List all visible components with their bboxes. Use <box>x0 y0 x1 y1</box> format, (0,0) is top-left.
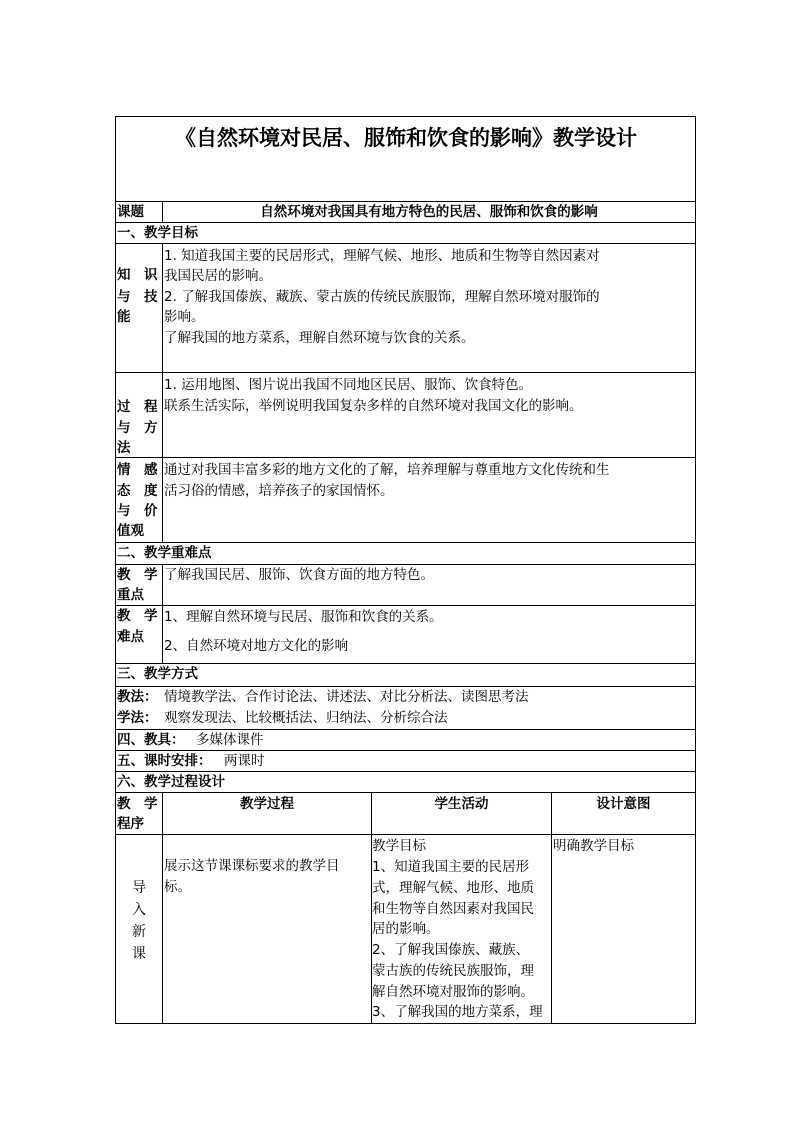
list-item: 活习俗的情感，培养孩子的家国情怀。 <box>164 483 394 499</box>
list-item: 1. 知道我国主要的民居形式，理解气候、地形、地质和生物等自然因素对 <box>164 248 600 264</box>
list-item: 通过对我国丰富多彩的地方文化的了解，培养理解与尊重地方文化传统和生 <box>164 462 610 478</box>
list-item: 2、自然环境对地方文化的影响 <box>164 638 349 654</box>
document-title: 《自然环境对民居、服饰和饮食的影响》教学设计 <box>175 125 637 150</box>
list-item: 1、理解自然环境与民居、服饰和饮食的关系。 <box>164 609 443 625</box>
list-item: 我国民居的影响。 <box>164 268 272 284</box>
topic-value: 自然环境对我国具有地方特色的民居、服饰和饮食的影响 <box>260 204 598 220</box>
column-header-intent: 设计意图 <box>596 796 651 812</box>
teaching-method-label: 教法： <box>117 689 158 705</box>
schedule-value: 两课时 <box>224 753 265 769</box>
teaching-method-value: 情境教学法、合作讨论法、讲述法、对比分析法、读图思考法 <box>164 689 529 705</box>
topic-label: 课题 <box>117 204 144 220</box>
learning-method-label: 学法： <box>117 710 158 726</box>
list-item: 影响。 <box>164 309 205 325</box>
schedule-label: 五、课时安排： <box>117 753 212 769</box>
tools-label: 四、教具： <box>117 732 185 748</box>
list-item: 联系生活实际，举例说明我国复杂多样的自然环境对我国文化的影响。 <box>164 398 583 414</box>
focus-text: 了解我国民居、服饰、饮食方面的地方特色。 <box>164 567 434 583</box>
column-header-student: 学生活动 <box>434 796 489 812</box>
list-item: 1. 运用地图、图片说出我国不同地区民居、服饰、饮食特色。 <box>164 377 533 393</box>
list-item: 2. 了解我国傣族、藏族、蒙古族的传统民族服饰，理解自然环境对服饰的 <box>164 289 600 305</box>
objectives-heading: 一、教学目标 <box>117 225 198 241</box>
methods-heading: 三、教学方式 <box>117 666 198 682</box>
process-design-heading: 六、教学过程设计 <box>117 774 225 790</box>
column-header-teaching: 教学过程 <box>240 796 294 812</box>
design-intent-cell: 明确教学目标 <box>553 838 634 854</box>
learning-method-value: 观察发现法、比较概括法、归纳法、分析综合法 <box>164 710 448 726</box>
key-points-heading: 二、教学重难点 <box>117 545 212 561</box>
tools-value: 多媒体课件 <box>196 732 264 748</box>
list-item: 了解我国的地方菜系，理解自然环境与饮食的关系。 <box>164 330 475 346</box>
